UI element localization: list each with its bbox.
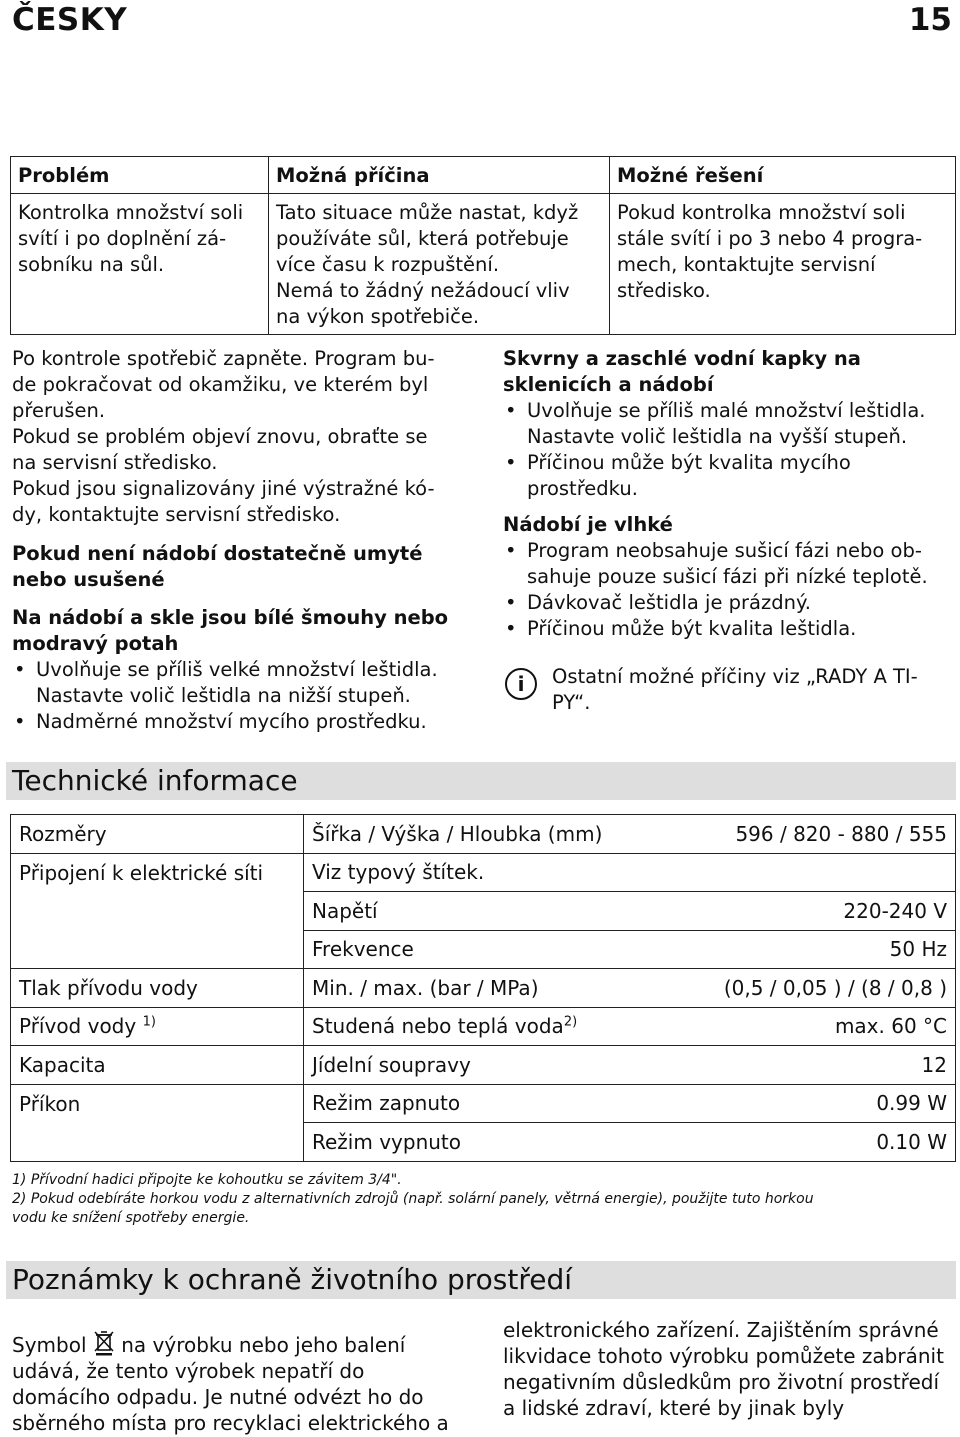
row-label <box>11 892 304 931</box>
subheading: Skvrny a zaschlé vodní kapky na sklenicích a nádobí <box>503 347 861 396</box>
row-parameter: Jídelní soupravy <box>304 1046 681 1085</box>
page-number: 15 <box>908 2 952 38</box>
list-item: • Příčinou může být kvalita mycího prostředku. <box>503 450 955 502</box>
left-column <box>12 346 492 735</box>
row-value <box>680 853 956 892</box>
section-title: Poznámky k ochraně životního prostředí <box>12 1263 573 1296</box>
row-label: Kapacita <box>11 1046 304 1085</box>
technical-data-table <box>10 814 956 1162</box>
env-text-start: Symbol <box>12 1333 87 1357</box>
row-value: 220-240 V <box>680 892 956 931</box>
section-header-environment <box>6 1261 956 1299</box>
section-title: Technické informace <box>12 764 298 797</box>
info-circle-icon: i <box>505 668 537 700</box>
row-parameter-text: Studená nebo teplá voda <box>312 1014 564 1039</box>
row-label: Rozměry <box>11 815 304 854</box>
row-value: 50 Hz <box>680 930 956 969</box>
list-item: • Nadměrné množství mycího prostředku. <box>12 709 492 735</box>
row-value: 12 <box>680 1046 956 1085</box>
table-row <box>11 1084 956 1123</box>
crossed-out-bin-icon <box>93 1330 115 1356</box>
table-row <box>11 892 956 931</box>
cell-cause: Tato situace může nastat, když používáte sůl, která potřebuje více času k rozpuštění. Nemá to žádný nežádoucí vliv na výkon spotřebiče. <box>269 194 610 335</box>
footnote-ref: 1) <box>142 1014 156 1030</box>
table-row <box>11 815 956 854</box>
list-item: • Uvolňuje se příliš velké množství leštidla. Nastavte volič leštidla na nižší stupeň. <box>12 657 492 709</box>
info-note: Ostatní možné příčiny viz „RADY A TI- PY“. <box>552 665 918 714</box>
row-value: 596 / 820 - 880 / 555 <box>680 815 956 854</box>
table-row <box>11 1007 956 1046</box>
row-label: Připojení k elektrické síti <box>11 853 304 892</box>
subheading: Nádobí je vlhké <box>503 513 673 536</box>
env-left-text <box>12 1330 482 1436</box>
footnote-ref: 2) <box>563 1014 578 1030</box>
row-parameter: Režim zapnuto <box>304 1084 681 1123</box>
env-right-text: elektronického zařízení. Zajištěním správné likvidace tohoto výrobku pomůžete zabránit negativním důsledkům pro životní prostředí a lidské zdraví, které by jinak byly <box>503 1318 944 1420</box>
row-parameter <box>304 1007 681 1046</box>
troubleshooting-table <box>10 156 956 335</box>
row-label: Tlak přívodu vody <box>11 969 304 1008</box>
footnote: 2) Pokud odebíráte horkou vodu z alternativních zdrojů (např. solární panely, větrná energie), použijte tuto horkou vodu ke snížení spotřeby energie. <box>12 1191 814 1226</box>
row-value: (0,5 / 0,05 ) / (8 / 0,8 ) <box>680 969 956 1008</box>
row-label: Příkon <box>11 1084 304 1123</box>
env-text-rest: na výrobku nebo jeho balení udává, že tento výrobek nepatří do domácího odpadu. Je nutné odvézt ho do sběrného místa pro recyklaci elektrického a <box>12 1333 449 1435</box>
section-header-technical <box>6 762 956 800</box>
row-parameter: Šířka / Výška / Hloubka (mm) <box>304 815 681 854</box>
bullet-list <box>503 398 955 502</box>
table-row <box>11 853 956 892</box>
row-label <box>11 1123 304 1162</box>
row-parameter: Frekvence <box>304 930 681 969</box>
row-label <box>11 930 304 969</box>
right-column <box>503 346 955 642</box>
column-header-cause: Možná příčina <box>269 157 610 194</box>
row-parameter: Min. / max. (bar / MPa) <box>304 969 681 1008</box>
subheading: Na nádobí a skle jsou bílé šmouhy nebo modravý potah <box>12 606 449 655</box>
table-row <box>11 1046 956 1085</box>
table-header-row <box>11 157 956 194</box>
list-item: • Příčinou může být kvalita leštidla. <box>503 616 955 642</box>
table-row <box>11 194 956 335</box>
bullet-list <box>12 657 492 735</box>
column-header-solution: Možné řešení <box>610 157 956 194</box>
cell-problem: Kontrolka množství soli svítí i po doplnění zá- sobníku na sůl. <box>11 194 269 335</box>
section-language-title: ČESKY <box>12 2 128 38</box>
column-header-problem: Problém <box>11 157 269 194</box>
cell-solution: Pokud kontrolka množství soli stále svítí i po 3 nebo 4 progra- mech, kontaktujte servisní středisko. <box>610 194 956 335</box>
footnotes <box>12 1171 952 1228</box>
footnote: 1) Přívodní hadici připojte ke kohoutku se závitem 3/4". <box>12 1172 402 1188</box>
table-row <box>11 930 956 969</box>
list-item: • Dávkovač leštidla je prázdný. <box>503 590 955 616</box>
paragraph: Po kontrole spotřebič zapněte. Program bu- de pokračovat od okamžiku, ve kterém byl přerušen. <box>12 347 435 422</box>
row-value: 0.10 W <box>680 1123 956 1162</box>
row-value: max. 60 °C <box>680 1007 956 1046</box>
row-parameter: Režim vypnuto <box>304 1123 681 1162</box>
table-row <box>11 969 956 1008</box>
row-parameter: Viz typový štítek. <box>304 853 681 892</box>
paragraph: Pokud se problém objeví znovu, obraťte se na servisní středisko. <box>12 425 428 474</box>
row-label <box>11 1007 304 1046</box>
bullet-list <box>503 538 955 642</box>
list-item: • Program neobsahuje sušicí fázi nebo ob- sahuje pouze sušicí fázi při nízké teplotě. <box>503 538 955 590</box>
row-value: 0.99 W <box>680 1084 956 1123</box>
table-row <box>11 1123 956 1162</box>
row-label-text: Přívod vody <box>19 1014 137 1039</box>
subheading: Pokud není nádobí dostatečně umyté nebo usušené <box>12 542 423 591</box>
paragraph: Pokud jsou signalizovány jiné výstražné kó- dy, kontaktujte servisní středisko. <box>12 477 435 526</box>
list-item: • Uvolňuje se příliš malé množství leštidla. Nastavte volič leštidla na vyšší stupeň. <box>503 398 955 450</box>
row-parameter: Napětí <box>304 892 681 931</box>
